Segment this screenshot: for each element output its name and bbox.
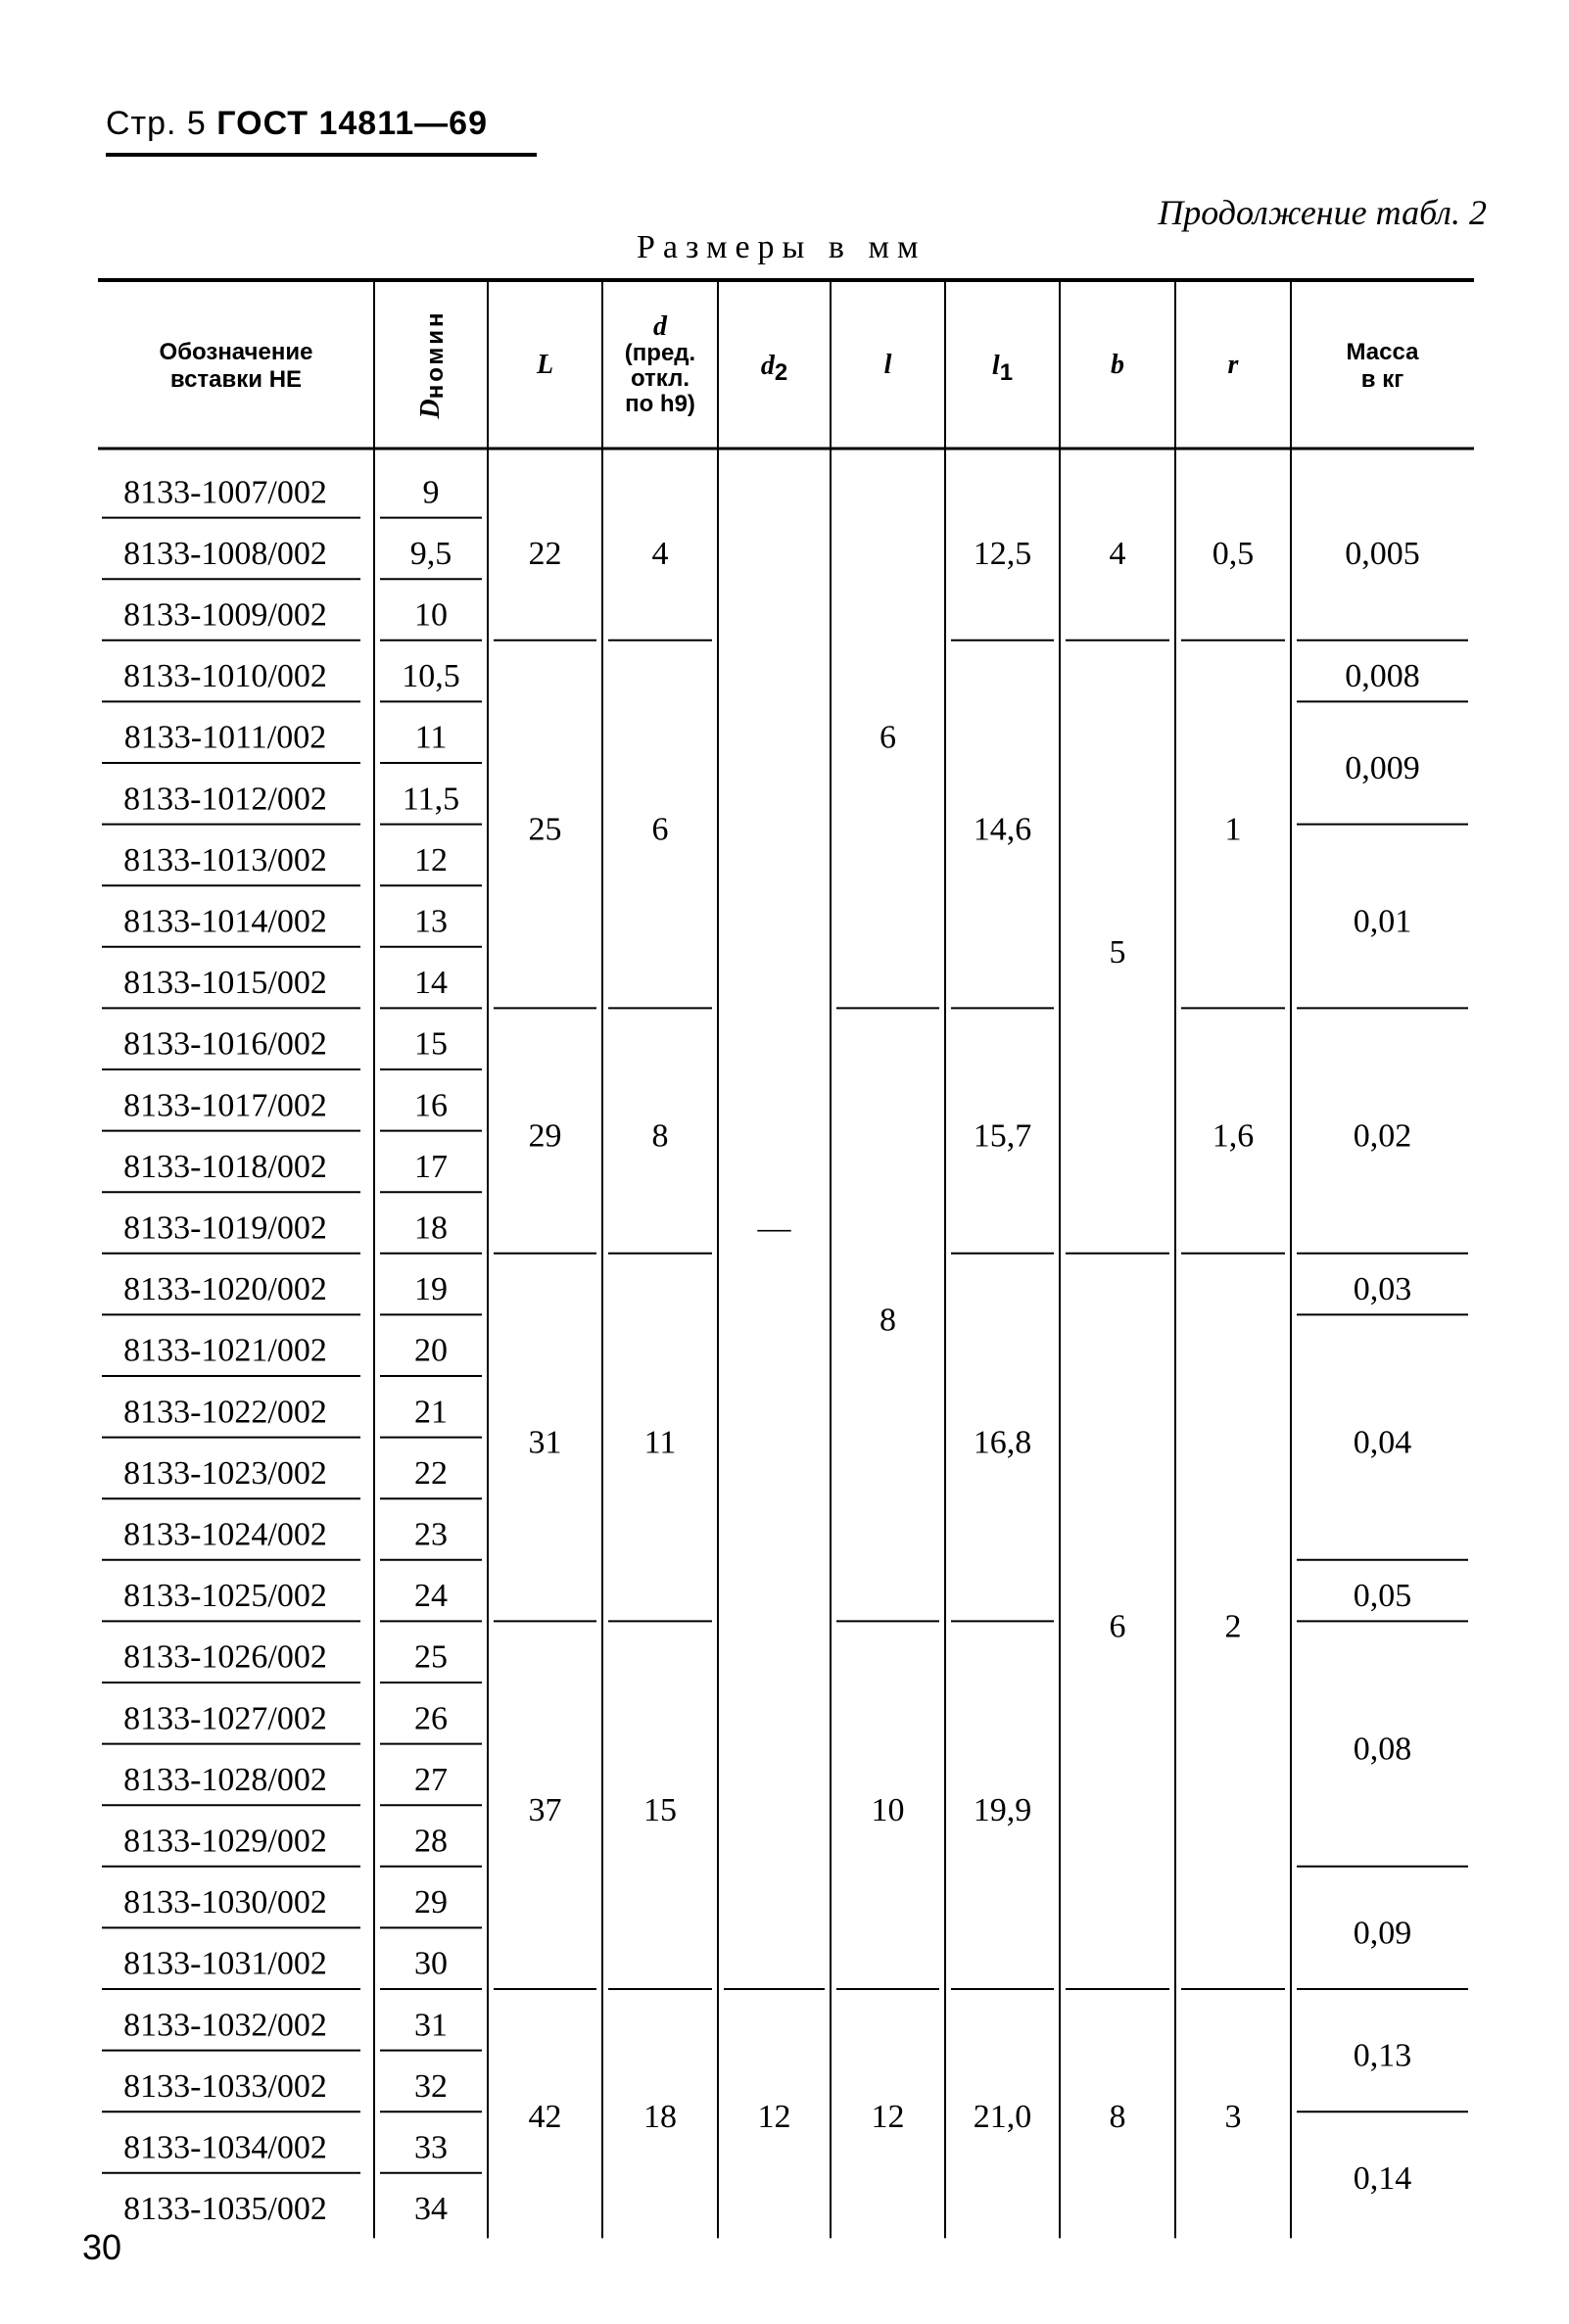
- span-cell-mass: 0,008: [1345, 658, 1420, 695]
- span-cell-l1: 16,8: [973, 1424, 1032, 1461]
- dnom-cell: 12: [414, 841, 448, 878]
- header-mass-line: Масса: [1346, 339, 1419, 365]
- designation-cell: 8133-1010/002: [123, 658, 327, 695]
- span-cell-l1: 21,0: [973, 2099, 1032, 2136]
- span-cell-mass: 0,13: [1353, 2037, 1412, 2074]
- header-d-line: (пред.: [624, 340, 696, 366]
- span-cell-L: 42: [528, 2099, 562, 2136]
- span-cell-r: 1: [1224, 811, 1242, 848]
- designation-cell: 8133-1016/002: [123, 1025, 327, 1063]
- span-cell-d: 11: [643, 1424, 677, 1461]
- span-cell-r: 3: [1224, 2099, 1242, 2136]
- dnom-cell: 9: [422, 474, 440, 511]
- span-cell-b: 4: [1109, 535, 1126, 572]
- table-units-caption: Размеры в мм: [637, 229, 927, 265]
- span-cell-l: 6: [880, 719, 896, 756]
- dnom-cell: 11,5: [402, 781, 460, 818]
- designation-cell: 8133-1031/002: [123, 1945, 327, 1982]
- designation-cell: 8133-1012/002: [123, 781, 327, 818]
- span-cell-L: 29: [528, 1117, 562, 1155]
- dnom-cell: 34: [414, 2191, 448, 2228]
- span-cell-mass: 0,01: [1353, 903, 1412, 940]
- dnom-cell: 27: [414, 1761, 448, 1798]
- span-cell-mass: 0,005: [1345, 535, 1420, 572]
- dnom-cell: 15: [414, 1025, 448, 1063]
- span-cell-d: 4: [651, 535, 669, 572]
- designation-cell: 8133-1018/002: [123, 1148, 327, 1185]
- dnom-cell: 31: [414, 2007, 448, 2044]
- designation-cell: 8133-1007/002: [123, 474, 327, 511]
- span-cell-mass: 0,009: [1345, 750, 1420, 786]
- header-d2: d2: [760, 351, 788, 386]
- header-dnom: [415, 309, 449, 419]
- designation-cell: 8133-1023/002: [123, 1454, 327, 1492]
- designation-cell: 8133-1035/002: [123, 2191, 327, 2228]
- designation-cell: 8133-1034/002: [123, 2129, 327, 2166]
- span-cell-d: 18: [643, 2099, 677, 2136]
- designation-cell: 8133-1026/002: [123, 1638, 327, 1676]
- header-b-line: b: [1111, 350, 1124, 380]
- span-cell-l: 12: [871, 2099, 905, 2136]
- span-cell-d: 15: [643, 1792, 677, 1829]
- header-mass-line: в кг: [1360, 366, 1404, 393]
- span-cell-l1: 14,6: [973, 811, 1032, 848]
- dnom-cell: 10,5: [402, 658, 460, 695]
- span-cell-l1: 19,9: [973, 1792, 1032, 1829]
- dnom-cell: 32: [414, 2067, 448, 2105]
- span-cell-L: 22: [528, 535, 562, 572]
- header-dnom-label: Dномин: [415, 309, 449, 419]
- span-cell-r: 1,6: [1212, 1117, 1255, 1155]
- designation-cell: 8133-1030/002: [123, 1884, 327, 1921]
- span-cell-l: 8: [880, 1302, 896, 1339]
- span-cell-mass: 0,02: [1353, 1117, 1412, 1155]
- span-cell-l: 10: [871, 1792, 905, 1829]
- span-cell-L: 31: [528, 1424, 562, 1461]
- dnom-cell: 24: [414, 1578, 448, 1615]
- header-r-line: r: [1227, 350, 1239, 380]
- span-cell-r: 2: [1224, 1608, 1242, 1645]
- span-cell-mass: 0,08: [1353, 1731, 1412, 1768]
- header-designation-line: Обозначение: [159, 339, 313, 365]
- dnom-cell: 11: [414, 719, 448, 756]
- header-prefix: Стр. 5: [106, 105, 217, 142]
- span-cell-b: 6: [1109, 1608, 1126, 1645]
- designation-cell: 8133-1015/002: [123, 965, 327, 1002]
- span-cell-L: 37: [528, 1792, 562, 1829]
- designation-cell: 8133-1013/002: [123, 841, 327, 878]
- header-L-line: L: [536, 350, 554, 380]
- designation-cell: 8133-1028/002: [123, 1761, 327, 1798]
- span-cell-mass: 0,09: [1353, 1915, 1412, 1952]
- dnom-cell: 28: [414, 1823, 448, 1860]
- designation-cell: 8133-1008/002: [123, 535, 327, 572]
- page-number: 30: [82, 2227, 122, 2267]
- designation-cell: 8133-1021/002: [123, 1332, 327, 1369]
- header-d-line: d: [653, 311, 667, 342]
- table-continuation-note: Продолжение табл. 2: [1158, 193, 1487, 232]
- header-d-line: откл.: [630, 365, 690, 392]
- designation-cell: 8133-1022/002: [123, 1394, 327, 1431]
- span-cell-l1: 12,5: [973, 535, 1032, 572]
- span-cell-d2: 12: [757, 2099, 791, 2136]
- dnom-cell: 21: [414, 1394, 448, 1431]
- designation-cell: 8133-1014/002: [123, 903, 327, 940]
- header-d-line: по h9): [625, 391, 695, 417]
- span-cell-d: 6: [651, 811, 669, 848]
- dnom-cell: 30: [414, 1945, 448, 1982]
- designation-cell: 8133-1027/002: [123, 1700, 327, 1737]
- dnom-cell: 10: [414, 596, 448, 634]
- dnom-cell: 13: [414, 903, 448, 940]
- dnom-cell: 19: [414, 1271, 448, 1308]
- dnom-cell: 29: [414, 1884, 448, 1921]
- header-designation-line: вставки НЕ: [169, 366, 303, 393]
- designation-cell: 8133-1020/002: [123, 1271, 327, 1308]
- designation-cell: 8133-1009/002: [123, 596, 327, 634]
- header-l-line: l: [883, 350, 892, 380]
- designation-cell: 8133-1025/002: [123, 1578, 327, 1615]
- designation-cell: 8133-1017/002: [123, 1087, 327, 1124]
- dnom-cell: 33: [414, 2129, 448, 2166]
- standard-number: ГОСТ 14811—69: [216, 105, 488, 142]
- span-cell-r: 0,5: [1212, 535, 1255, 572]
- designation-cell: 8133-1033/002: [123, 2067, 327, 2105]
- dnom-cell: 14: [414, 965, 448, 1002]
- span-cell-d: 8: [651, 1117, 669, 1155]
- header-l1: l1: [991, 351, 1014, 386]
- span-cell-b: 8: [1109, 2099, 1126, 2136]
- span-cell-mass: 0,05: [1353, 1578, 1412, 1615]
- designation-cell: 8133-1029/002: [123, 1823, 327, 1860]
- dnom-cell: 17: [414, 1148, 448, 1185]
- designation-cell: 8133-1024/002: [123, 1516, 327, 1553]
- span-cell-L: 25: [528, 811, 562, 848]
- span-cell-mass: 0,14: [1353, 2159, 1412, 2197]
- dnom-cell: 25: [414, 1638, 448, 1676]
- dnom-cell: 23: [414, 1516, 448, 1553]
- designation-cell: 8133-1032/002: [123, 2007, 327, 2044]
- span-cell-d2: —: [757, 1209, 791, 1247]
- span-cell-l1: 15,7: [973, 1117, 1032, 1155]
- designation-cell: 8133-1011/002: [123, 719, 327, 756]
- dnom-cell: 18: [414, 1209, 448, 1247]
- dnom-cell: 26: [414, 1700, 448, 1737]
- span-cell-b: 5: [1109, 933, 1126, 971]
- dnom-cell: 16: [414, 1087, 448, 1124]
- dnom-cell: 20: [414, 1332, 448, 1369]
- span-cell-mass: 0,04: [1353, 1424, 1412, 1461]
- dnom-cell: 22: [414, 1454, 448, 1492]
- dnom-cell: 9,5: [409, 535, 452, 572]
- designation-cell: 8133-1019/002: [123, 1209, 327, 1247]
- span-cell-mass: 0,03: [1353, 1271, 1412, 1308]
